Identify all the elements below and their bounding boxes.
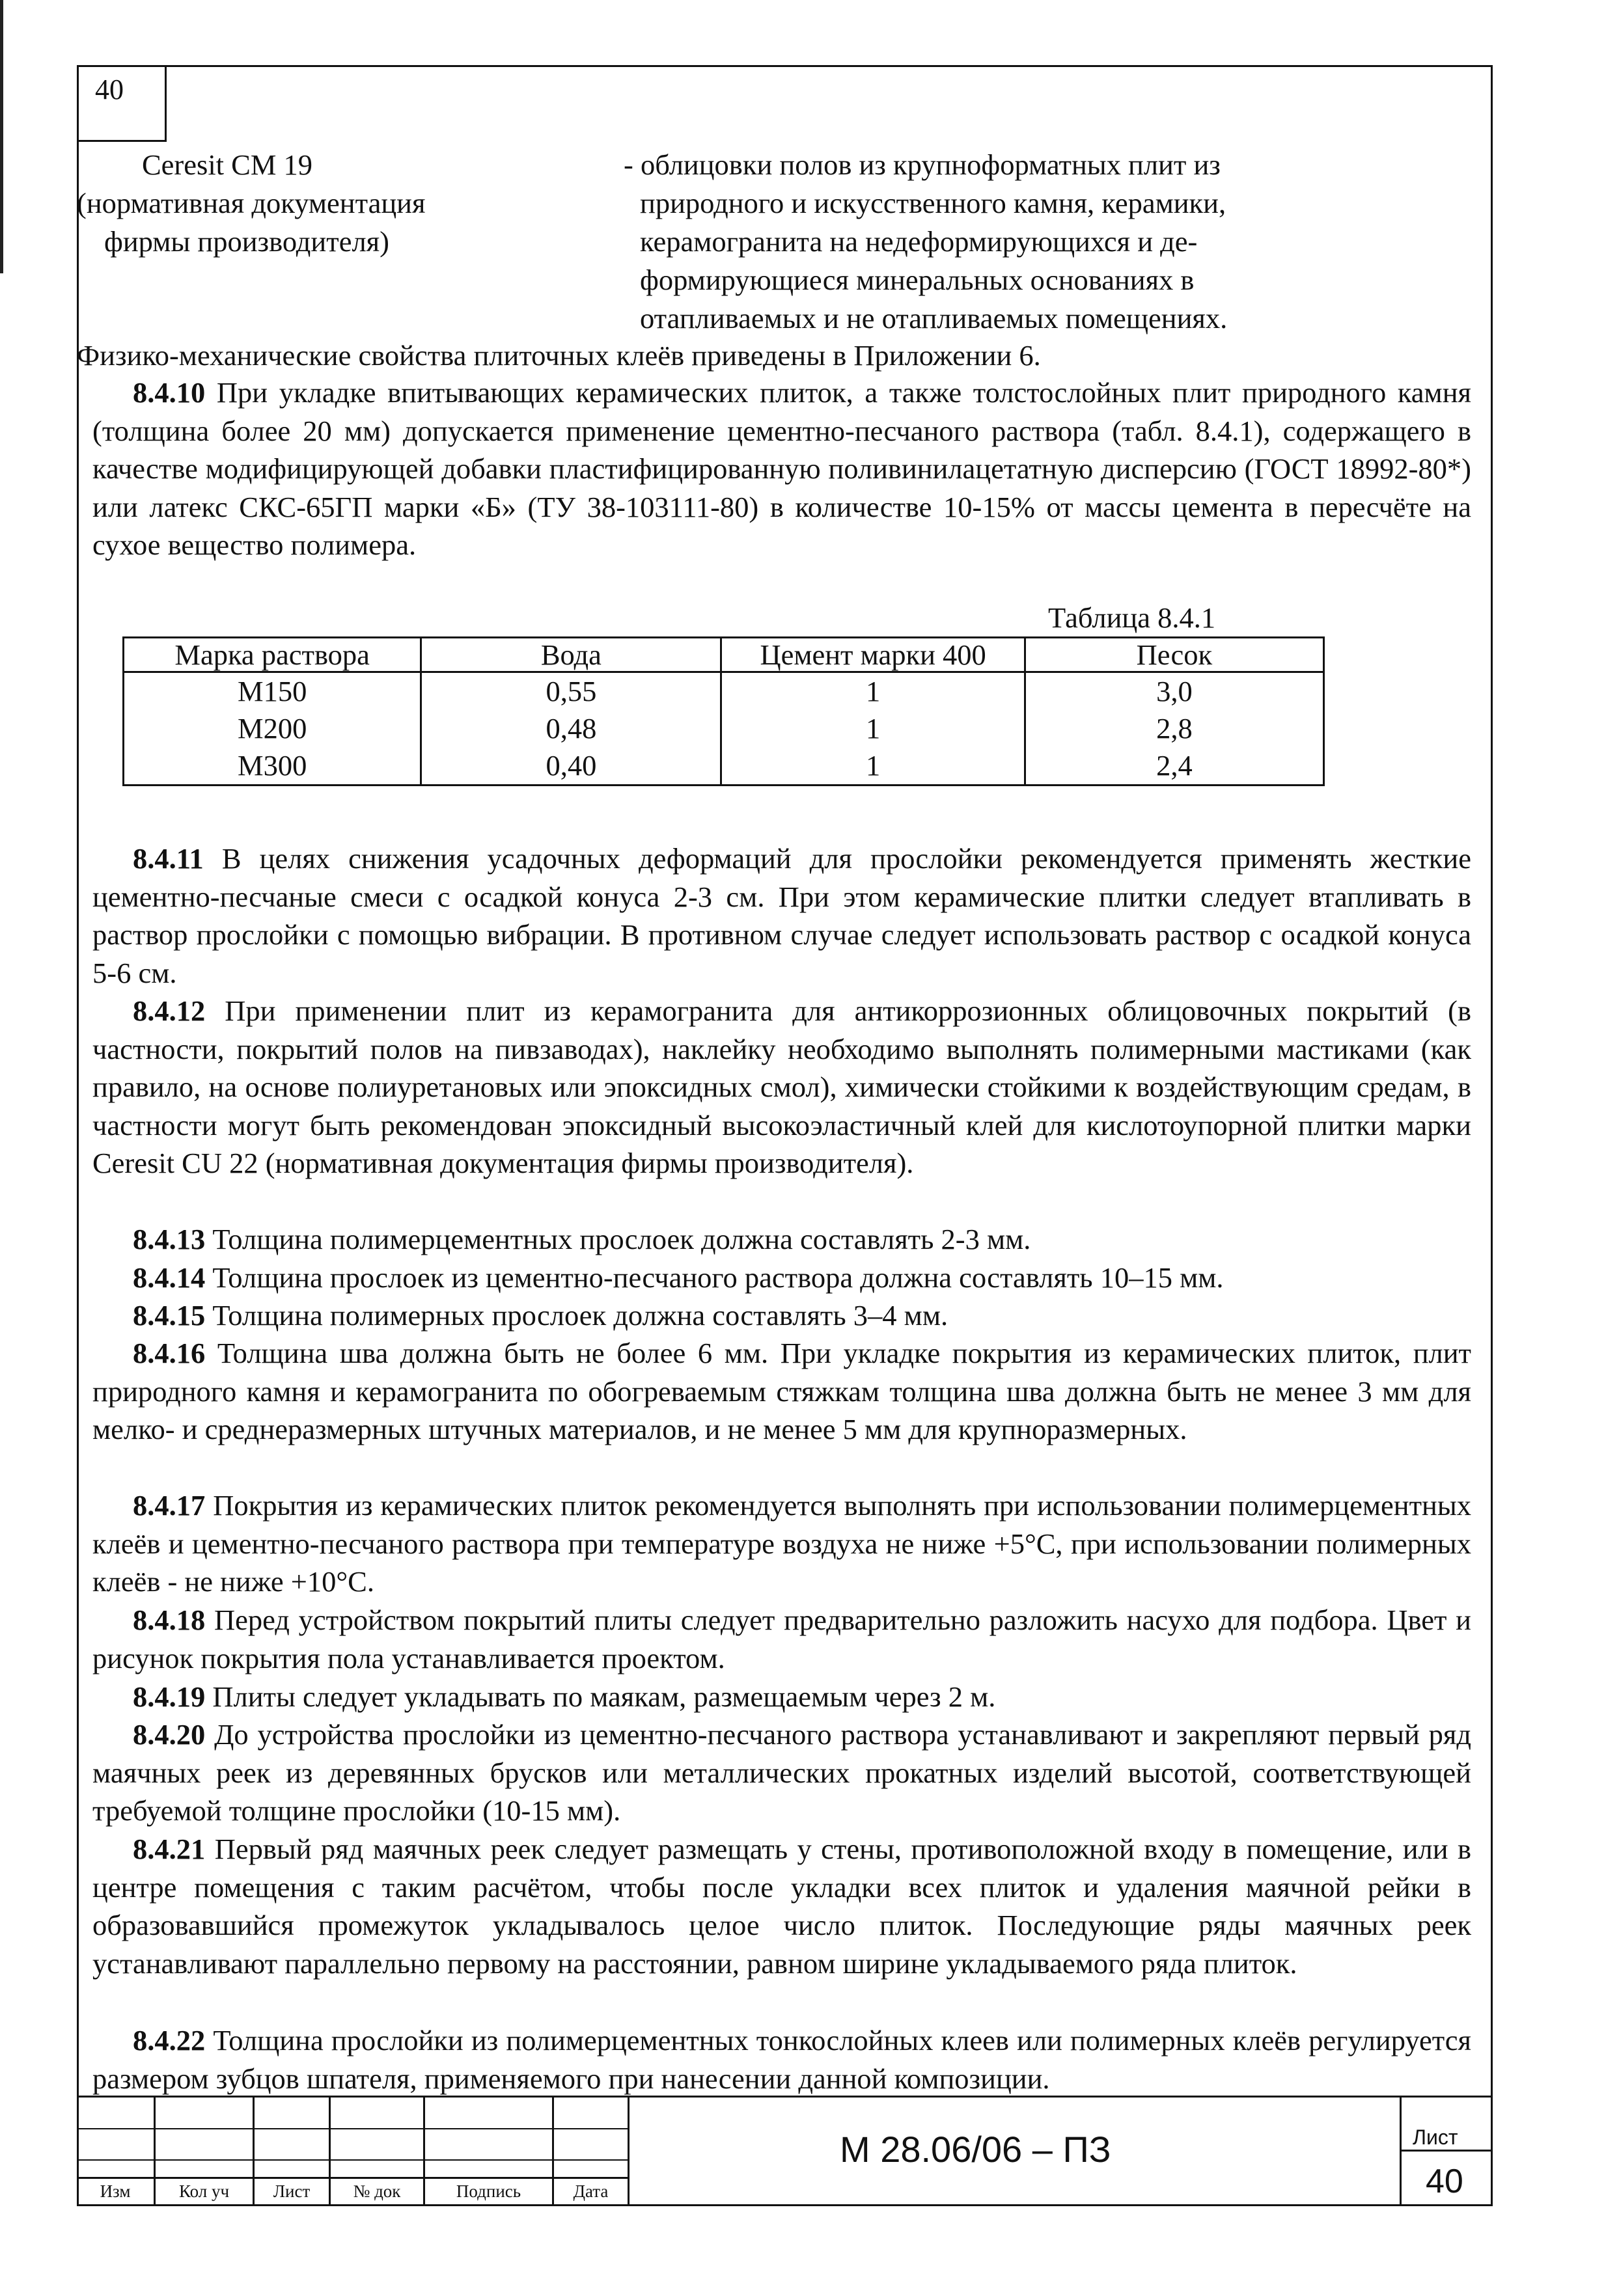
header-left-line: фирмы производителя) — [104, 225, 389, 258]
header-left-line: (нормативная документация — [77, 187, 426, 219]
paragraph-8-4-16 — [92, 1334, 1471, 1449]
table-header-cell: Вода — [421, 638, 721, 672]
table-cell: М300 — [124, 747, 421, 786]
intro-text: Физико-механические свойства плиточных клеёв приведены в Приложении 6. — [77, 339, 1041, 372]
paragraph-8-4-19 — [92, 1678, 1471, 1716]
paragraph-number: 8.4.16 — [133, 1337, 206, 1369]
stamp-line — [628, 2096, 630, 2206]
header-right-line: отапливаемых и не отапливаемых помещениях. — [640, 302, 1228, 335]
paragraph-text: Толщина полимерцементных прослоек должна составлять 2-3 мм. — [205, 1223, 1031, 1255]
paragraph-number: 8.4.21 — [133, 1833, 206, 1865]
header-right-line: - облицовки полов из крупноформатных плит из — [624, 148, 1221, 181]
paragraph-text: Толщина полимерных прослоек должна составлять 3–4 мм. — [205, 1299, 948, 1332]
paragraph-number: 8.4.22 — [133, 2024, 206, 2057]
table-cell: 1 — [721, 710, 1025, 747]
paragraph-8-4-12 — [92, 992, 1471, 1182]
header-left-line: Ceresit CM 19 — [142, 148, 313, 181]
paragraph-text: Первый ряд маячных реек следует размещать у стены, противоположной входу в помещение, или в центре помещения с таким расчётом, чтобы после укладки всех плиток и удаления маячной рейки в образовавшийся промежуток укладывалось целое число плиток. Последующие ряды маячных реек устанавливают параллельно первому на расстоянии, равном ширине укладываемого ряда плиток. — [92, 1833, 1471, 1980]
sheet-number: 40 — [1426, 2163, 1463, 2200]
stamp-line — [1400, 2096, 1402, 2206]
stamp-label: Подпись — [456, 2181, 521, 2201]
paragraph-8-4-22 — [92, 2021, 1471, 2098]
paragraph-text: Толщина шва должна быть не более 6 мм. При укладке покрытия из керамических плиток, плит природного камня и керамогранита по обогреваемым стяжкам толщина шва должна быть не менее 3 мм для мелко- и среднеразмерных штучных материалов, и не менее 5 мм для крупноразмерных. — [92, 1337, 1471, 1445]
paragraph-text: При укладке впитывающих керамических плиток, а также толстослойных плит природного камня (толщина более 20 мм) допускается применение цементно-песчаного раствора (табл. 8.4.1), содержащего в качестве модифицирующей добавки пластифицированную поливинилацетатную дисперсию (ГОСТ 18992-80*) или латекс СКС-65ГП марки «Б» (ТУ 38-103111-80) в количестве 10-15% от массы цемента в пересчёте на сухое вещество полимера. — [92, 376, 1471, 561]
header-right-line: керамогранита на недеформирующихся и де- — [640, 225, 1198, 258]
paragraph-8-4-14 — [92, 1259, 1471, 1297]
table-header-cell: Песок — [1025, 638, 1323, 672]
table-caption: Таблица 8.4.1 — [1048, 601, 1216, 634]
table-cell: 2,4 — [1025, 747, 1323, 786]
paragraph-text: В целях снижения усадочных деформаций для прослойки рекомендуется применять жесткие цементно-песчаные смеси с осадкой конуса 2-3 см. При этом керамические плитки следует втапливать в раствор прослойки с помощью вибрации. В противном случае следует использовать раствор с осадкой конуса 5-6 см. — [92, 842, 1471, 989]
stamp-label: Изм — [100, 2181, 131, 2201]
paragraph-number: 8.4.13 — [133, 1223, 206, 1255]
paragraph-number: 8.4.15 — [133, 1299, 206, 1332]
paragraph-number: 8.4.18 — [133, 1604, 206, 1636]
paragraph-8-4-20 — [92, 1715, 1471, 1830]
paragraph-8-4-21 — [92, 1830, 1471, 1982]
page-number: 40 — [95, 74, 124, 105]
mortar-table — [122, 636, 1325, 786]
paragraph-text: Толщина прослойки из полимерцементных тонкослойных клеев или полимерных клеёв регулируется размером зубцов шпателя, применяемого при нанесении данной композиции. — [92, 2024, 1471, 2095]
table-cell: М200 — [124, 710, 421, 747]
paragraph-number: 8.4.11 — [133, 842, 204, 875]
table-row — [124, 747, 1324, 786]
paragraph-number: 8.4.17 — [133, 1489, 206, 1522]
table-cell: 1 — [721, 747, 1025, 786]
paragraph-text: Плиты следует укладывать по маякам, размещаемым через 2 м. — [205, 1680, 996, 1713]
scan-edge-line — [0, 0, 3, 273]
table-cell: 1 — [721, 672, 1025, 711]
stamp-label: Дата — [573, 2181, 609, 2201]
paragraph-8-4-17 — [92, 1486, 1471, 1601]
paragraph-text: При применении плит из керамогранита для антикоррозионных облицовочных покрытий (в частности, покрытий полов на пивзаводах), наклейку необходимо выполнять полимерными мастиками (как правило, на основе полиуретановых или эпоксидных смол), химически стойкими к воздействующим средам, в частности могут быть рекомендован эпоксидный высокоэластичный клей для кислотоупорной плитки марки Ceresit CU 22 (нормативная документация фирмы производителя). — [92, 994, 1471, 1179]
paragraph-8-4-11 — [92, 840, 1471, 992]
table-row — [124, 710, 1324, 747]
stamp-line — [77, 2128, 629, 2129]
table-header-row — [124, 638, 1324, 672]
stamp-label: Лист — [273, 2181, 311, 2201]
table-header-cell: Цемент марки 400 — [721, 638, 1025, 672]
header-right-line: формирующиеся минеральных основаниях в — [640, 264, 1195, 296]
paragraph-number: 8.4.10 — [133, 376, 206, 409]
stamp-line — [1400, 2150, 1493, 2152]
paragraph-number: 8.4.20 — [133, 1718, 206, 1751]
table-cell: 2,8 — [1025, 710, 1323, 747]
paragraph-number: 8.4.14 — [133, 1261, 206, 1294]
paragraph-text: До устройства прослойки из цементно-песчаного раствора устанавливают и закрепляют первый ряд маячных реек из деревянных брусков или металлических прокатных изделий высотой, соответствующей требуемой толщине прослойки (10-15 мм). — [92, 1718, 1471, 1827]
paragraph-number: 8.4.12 — [133, 994, 206, 1027]
sheet-label: Лист — [1413, 2125, 1458, 2149]
stamp-label: Кол уч — [178, 2181, 230, 2201]
table-cell: 0,48 — [421, 710, 721, 747]
table-cell: М150 — [124, 672, 421, 711]
stamp-line — [77, 2177, 629, 2179]
table-cell: 0,40 — [421, 747, 721, 786]
table-cell: 0,55 — [421, 672, 721, 711]
page-number-box — [77, 65, 167, 142]
stamp-line — [77, 2159, 629, 2161]
header-right-line: природного и искусственного камня, керамики, — [640, 187, 1226, 219]
paragraph-text: Толщина прослоек из цементно-песчаного раствора должна составлять 10–15 мм. — [205, 1261, 1224, 1294]
paragraph-text: Покрытия из керамических плиток рекомендуется выполнять при использовании полимерцементных клеёв и цементно-песчаного раствора при температуре воздуха не ниже +5°С, при использовании полимерных клеёв - не ниже +10°С. — [92, 1489, 1471, 1598]
paragraph-text: Перед устройством покрытий плиты следует предварительно разложить насухо для подбора. Цвет и рисунок покрытия пола устанавливается проектом. — [92, 1604, 1471, 1674]
paragraph-number: 8.4.19 — [133, 1680, 206, 1713]
table-row — [124, 672, 1324, 711]
paragraph-8-4-15 — [92, 1296, 1471, 1335]
paragraph-8-4-13 — [92, 1220, 1471, 1259]
stamp-line — [77, 2096, 1493, 2098]
document-code: М 28.06/06 – ПЗ — [840, 2129, 1111, 2170]
table-header-cell: Марка раствора — [124, 638, 421, 672]
paragraph-8-4-18 — [92, 1601, 1471, 1677]
stamp-label: № док — [353, 2181, 401, 2201]
paragraph-8-4-10 — [92, 374, 1471, 564]
table-cell: 3,0 — [1025, 672, 1323, 711]
